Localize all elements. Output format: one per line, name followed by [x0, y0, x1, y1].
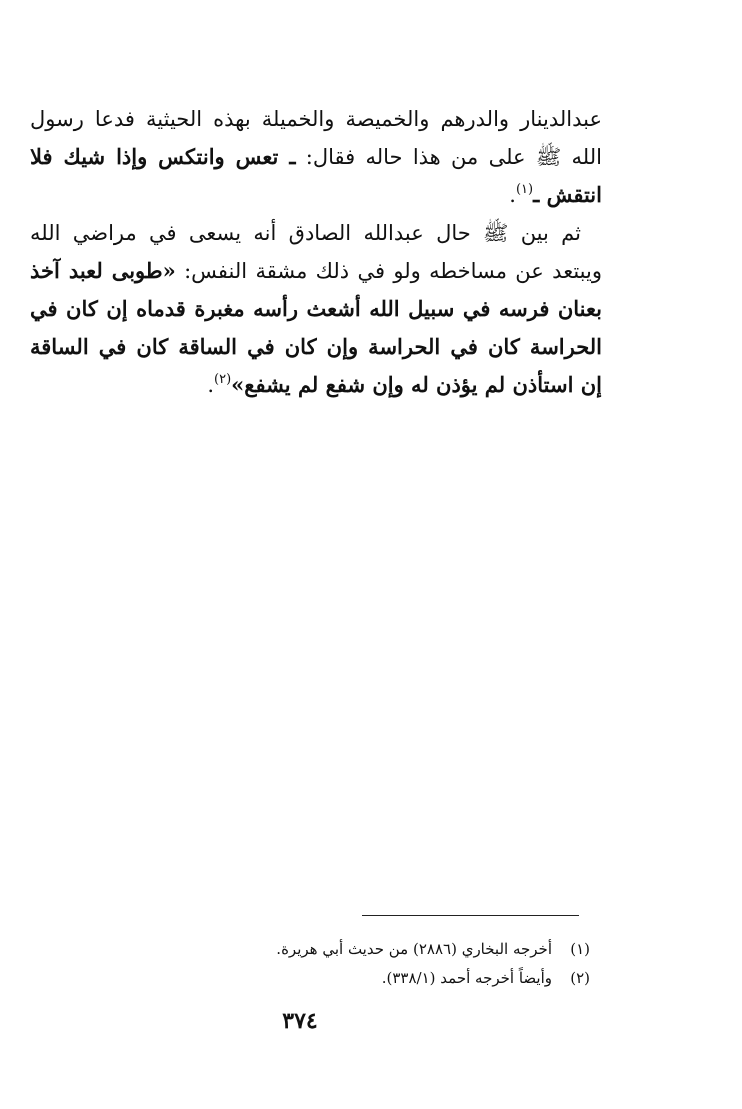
footnote-ref-2: (٢) — [214, 372, 232, 387]
main-text — [30, 100, 602, 404]
footnote-text: وأيضاً أخرجه أحمد (٣٣٨/١). — [381, 969, 552, 987]
footnotes — [150, 935, 590, 993]
paragraph-1 — [30, 100, 602, 214]
paragraph-1-intro: عبدالدينار والدرهم والخميصة والخميلة بهذه الحيثية فدعا رسول الله ﷺ على من هذا حاله فقال: — [30, 107, 602, 169]
page-number: ٣٧٤ — [282, 1008, 318, 1034]
hadith-quote-2: «طوبى لعبد آخذ بعنان فرسه في سبيل الله أشعث رأسه مغبرة قدماه إن كان في الحراسة كان في الحراسة وإن كان في الساقة كان في الساقة إن استأذن لم يؤذن له وإن شفع لم يشفع» — [30, 258, 602, 397]
hadith-quote-1: ـ تعس وانتكس وإذا شيك فلا انتقش ـ — [30, 144, 602, 207]
paragraph-2 — [30, 214, 602, 404]
footnote-1 — [150, 935, 590, 964]
footnote-ref-1: (١) — [515, 182, 534, 197]
footnote-2 — [150, 964, 590, 993]
footnote-divider — [362, 915, 579, 916]
paragraph-2-intro: ثم بين ﷺ حال عبدالله الصادق أنه يسعى في مراضي الله ويبتعد عن مساخطه ولو في ذلك مشقة النفس: — [30, 221, 602, 283]
footnote-number: (٢) — [570, 969, 590, 987]
footnote-number: (١) — [570, 940, 590, 958]
paragraph-1-end: . — [509, 183, 516, 207]
paragraph-2-end: . — [207, 373, 214, 397]
footnote-text: أخرجه البخاري (٢٨٨٦) من حديث أبي هريرة. — [276, 940, 552, 958]
